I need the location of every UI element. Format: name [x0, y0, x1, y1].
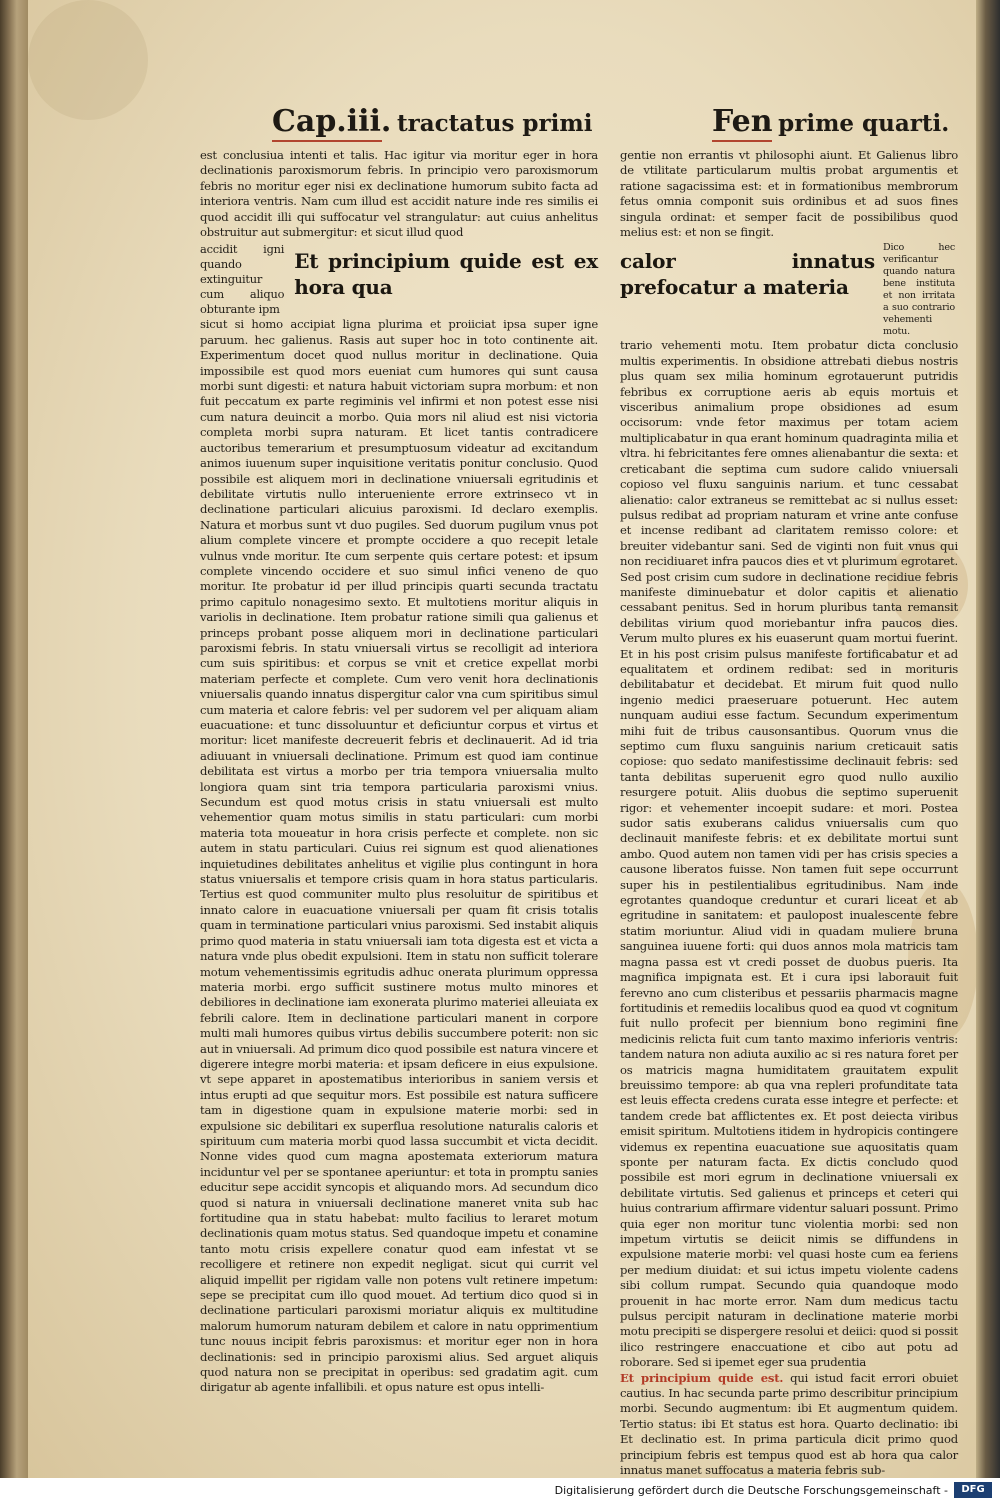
right-column-opening: gentie non errantis vt philosophi aiunt. Et Galienus libro de vtilitate particularum multis probat argumentis et ratione sagacissima est: et in formationibus membrorum fetus omnia componit suis ordinibus et ad suos fines singula ordinat: et semper facit de possibilibus quod melius est: et non se fingit.	[620, 148, 958, 240]
header-fen: Fen	[712, 104, 773, 139]
header-red-underline	[272, 140, 382, 142]
right-marginal-text: Dico hec verificantur quando natura bene instituta et non irritata a suo contrario vehementi motu.	[883, 242, 955, 338]
page-gutter-shadow	[976, 0, 1000, 1478]
dfg-logo: DFG	[954, 1482, 992, 1498]
header-fen-title: prime quarti.	[778, 110, 950, 137]
left-text-column	[200, 148, 598, 1396]
header-tractatus: tractatus primi	[396, 110, 593, 137]
rubric-lemma: Et principium quide est.	[620, 1370, 784, 1385]
left-column-opening: est conclusiua intenti et talis. Hac igitur via moritur eger in hora declinationis paroxismorum febris. In principio vero paroxismorum febris no moritur eger nisi ex declinatione humorum subito facta ad interiora ventris. Nam cum illud est accidit nature inde res similis ei quod accidit illi qui suffocatur vel strangulatur: aut cuius anhelitus obstruitur aut submergitur: et sicut illud quod	[200, 148, 598, 240]
left-marginal-text: accidit igni quando extinguitur cum aliquo obturante ipm	[200, 242, 285, 317]
commentary-lemma-right: calor innatus prefocatur a materia	[620, 249, 875, 300]
book-spine-edge	[0, 0, 28, 1478]
left-column-body: sicut si homo accipiat ligna plurima et proiiciat ipsa super igne paruum. hec galienus. Rasis aut super hoc in toto continente ait. Experimentum docet quod nullus moritur in declinatione. Quia impossibile est quod mors eueniat cum humores qui sunt causa morbi sunt digesti: et natura habuit victoriam supra morbum: et non fuit peccatum ex parte regiminis vel infirmi et non potest esse nisi cum natura deuincit a morbo. Quia mors nil aliud est nisi victoria completa morbi supra naturam. Et licet tantis contradicere auctoribus temerarium et presumptuosum videatur ad excitandum animos iuuenum super inquisitione veritatis ponitur conclusio. Quod possibile est aliquem mori in declinatione vniuersali egritudinis et debilitate virtutis nullo interueniente errore extrinseco vt in declinatione particulari alicuius paroxismi. Id declaro exemplis. Natura et morbus sunt vt duo pugiles. Sed duorum pugilum vnus pot alium complete vincere et prompte occidere a quo recepit letale vulnus vnde moritur. Ite cum serpente quis certare potest: et ipsum complete vincendo occidere et suo simul infici veneno de quo moritur. Ite probatur id per illud principis quarti secunda tractatu primo capitulo nonagesimo sexto. Et multotiens moritur aliquis in variolis in declinatione. Item probatur ratione simili qua galienus et princeps probant posse aliquem mori in declinatione particulari paroxismi febris. In statu vniuersali virtus se recolligit ad interiora cum suis spiritibus: et corpus se vnit et cretice expellat morbi materiam perfecte et complete. Cum vero venit hora declinationis vniuersalis quando innatus dispergitur calor vna cum spiritibus simul cum materia et calore febris: vel per sudorem vel per aliquam aliam euacuatione: et tunc dissoluuntur et deficiuntur corpus et virtus et moritur: licet manifeste decreuerit febris et declinauerit. Ad id tria adiuuant in vniuersali declinatione. Primum est quod iam continue debilitata est virtus a morbo per tria tempora vniuersalia multo longiora quam sint tria tempora particularia paroxismi vnius. Secundum est quod motus crisis in statu vniuersali est multo vehementior quam motus similis in statu particulari: cum morbi materia tota moueatur in hora crisis perfecte et complete. non sic autem in statu particulari. Cuius rei signum est quod alienationes inquietudines debilitates anhelitus et vigilie plus contingunt in hora status vniuersalis et tempore crisis quam in hora status particularis. Tertius est quod communiter multo plus resoluitur de spiritibus et innato calore in euacuatione vniuersali per quam fit crisis totalis quam in terminatione particulari vnius paroxismi. Sed instabit aliquis primo quod materia in statu vniuersali iam tota digesta est et victa a natura vnde plus obedit expulsioni. Item in statu non sufficit tolerare motum vehementissimis egritudis adhuc onerata plurimum oppressa materia morbi. ergo sufficit sustinere motus multo minores et debiliores in declinatione iam exonerata plurimo materiei alleuiata ex febrili calore. Item in declinatione particulari manent in corpore multi mali humores quibus virtus debilis succumbere poterit: non sic aut in vniuersali. Ad primum dico quod possibile est natura vincere et digerere integre morbi materia: et ipsam deficere in eius expulsione. vt sepe apparet in apostematibus interioribus in saniem versis et intus erupti ad que sequitur mors. Est possibile est natura sufficere tam in digestione quam in expulsione materie morbi: sed in expulsione sic debilitari ex superflua resolutione naturalis caloris et spirituum cum materia morbi quod lassa succumbit et victa decidit. Nonne vides quod cum magna apostemata exteriorum matura inciduntur vel per se spontanee aperiuntur: et tota in promptu sanies educitur sepe accidit syncopis et aliquando mors. Ad secundum dico quod si natura in vniuersali declinatione maneret vnita sub hac fortitudine qua in statu habebat: multo facilius to leraret motum declinationis quam motus status. Sed quandoque impetu et conamine tanto motu crisis expellere conatur quod eam infestat vt se recolligere et retinere non expedit negligat. sicut qui currit vel aliquid impellit per rigidam valle non potens vult retinere impetum: sepe se precipitat cum illo quod mouet. Ad tertium dico quod si in declinatione particulari paroxismi moriatur aliquis ex multitudine malorum humorum naturam debilem et calore in natu opprimentium tunc nouus incipit febris paroxismus: et moritur eger non in hora declinationis: sed in principio paroxismi alius. Sed arguet aliquis quod natura non se precipitat in operibus: sed gradatim agit. cum dirigatur ab agente infallibili. et opus nature est opus intelli-	[200, 317, 598, 1395]
running-header-left	[272, 104, 592, 139]
header-red-underline-right	[712, 140, 772, 142]
right-column-closing: qui istud facit errori obuiet cautius. In hac secunda parte primo describitur principium morbi. Secundo augmentum: ibi Et augmentum quidem. Tertio status: ibi Et status est hora. Quarto declinatio: ibi Et declinatio est. In prima particula dicit primo quod principium febris est tempus quod est ab hora qua calor innatus manet suffocatus a materia febris sub-	[620, 1370, 958, 1478]
commentary-lemma-left: Et principium quide est ex hora qua	[294, 249, 598, 300]
water-stain	[28, 0, 148, 120]
right-column-body: trario vehementi motu. Item probatur dicta conclusio multis experimentis. In obsidione attrebati diebus nostris plus quam sex milia hominum egrotauerunt putridis febribus ex corruptione aeris ab equis mortuis et visceribus animalium prope obsidiones ad esum occisorum: vnde fetor maximus per totam aciem multiplicabatur in qua erant hominum quadraginta milia et vltra. hi febricitantes fere omnes alienabantur die sexta: et creticabant die septima cum sudore calido vniuersali copioso vel fluxu sanguinis narium. et tunc cessabat alienatio: calor extraneus se remittebat ac si nullus esset: pulsus redibat ad propriam naturam et vrine ante confuse et incense redibant ad claritatem remisso colore: et breuiter videbantur sani. Sed de viginti non fuit vnus qui non recidiuaret infra paucos dies et vt plurimum egrotaret. Sed post crisim cum sudore in declinatione recidiue febris manifeste diminuebatur et dolor capitis et alienatio cessabant penitus. Sed in horum pluribus tanta remansit debilitas virium quod moriebantur infra paucos dies. Verum multo plures ex his euaserunt quam mortui fuerint. Et in his post crisim pulsus manifeste fortificabatur et ad equalitatem et ordinem redibat: sed in morituris debilitabatur et decidebat. Et mirum fuit quod nullo ingenio medici praeseruare potuerunt. Hec autem nunquam audiui esse factum. Secundum experimentum mihi fuit de tribus causonsantibus. Quorum vnus die septimo cum fluxu sanguinis narium creticauit satis copiose: quo sedato manifestissime declinauit febris: sed tanta debilitas superuenit egro quod nullo auxilio resurgere potuit. Aliis duobus die septimo superuenit rigor: et vehementer incoepit sudare: et mori. Postea sudor satis exuberans calidus vniuersalis cum quo declinauit manifeste febris: et ex debilitate mortui sunt ambo. Quod autem non tamen vidi per has crisis species a causone liberatos fuisse. Non tamen fuit sepe occurrunt super his in pestilentialibus egritudinibus. Nam inde egrotantes quandoque creduntur et curari liceat et ab egritudine in sanitatem: et paulopost inualescente febre statim moriuntur. Aliud vidi in quadam muliere bruna sanguinea iuuene forti: qui duos annos mola matricis tam magna passa est vt credi posset de duobus pueris. Ita magnifica impignata est. Et i cura ipsi laborauit fuit ferevno ano cum clisteribus et pessariis pharmacis magne fortitudinis et remediis localibus quod ea quod vt cognitum fuit nullo profecit per biennium bono regimini fine medicinis relicta fuit cum tanto maximo inferioris ventris: tandem natura non adiuta auxilio ac si res natura foret per os matricis magna humiditatem grauitatem expulit breuissimo tempore: ab qua vna repleri profunditate tata est leuis effecta credens curata esse integre et perfecte: et tandem crede bat afflictentes ex. Et post deiecta viribus emisit spiritum. Multotiens itidem in hydropicis contingere videmus ex repentina euacuatione sue aquositatis quam sponte per naturam facta. Ex dictis concludo quod possibile est mori egrum in declinatione vniuersali ex debilitate virtutis. Sed galienus et princeps et ceteri qui huius contrarium affirmare videntur saluari possunt. Primo quia eger non moritur tunc violentia morbi: sed non impetum virtutis se deiicit nimis se diffundens in expulsione materie morbi: vel quasi hoste cum ea feriens per medium diuidat: et sui ictus impetu violente cadens sibi collum rumpat. Secundo quia quandoque modo prouenit in hac morte error. Nam dum medicus tactu pulsus percipit naturam in declinatione materie morbi motu precipiti se dispergere resolui et deiici: quod si possit ilico restringere enaccuatione et cibo aut potu ad roborare. Sed si ipemet eger sua prudentia	[620, 338, 958, 1370]
running-header-right	[712, 104, 949, 139]
digitization-credit: Digitalisierung gefördert durch die Deutsche Forschungsgemeinschaft -	[554, 1484, 948, 1497]
right-text-column	[620, 148, 958, 1479]
header-chapter: Cap.iii.	[272, 104, 392, 139]
